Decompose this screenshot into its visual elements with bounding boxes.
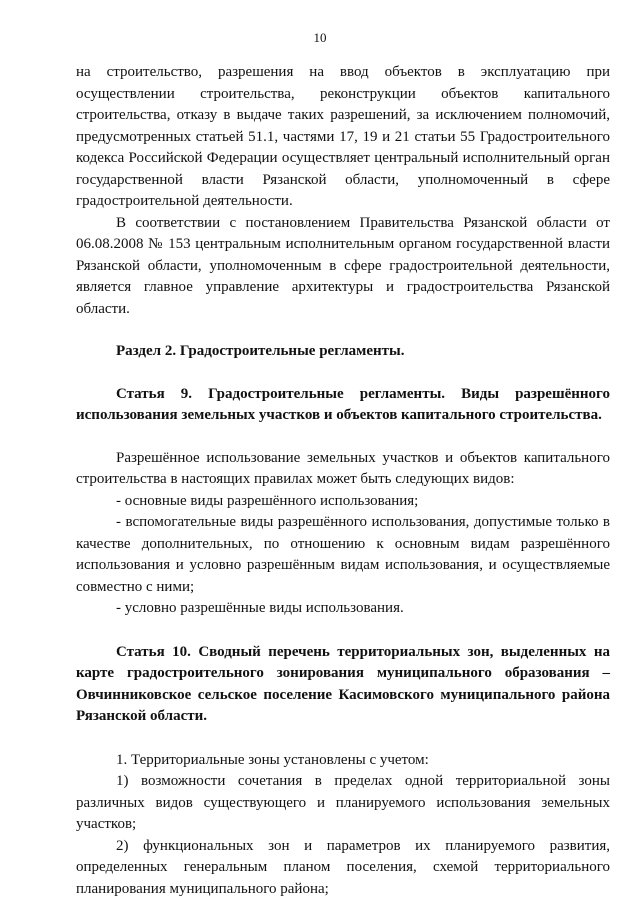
paragraph-zones-established: 1. Территориальные зоны установлены с учетом: <box>116 751 429 768</box>
spacer <box>76 320 610 341</box>
paragraph-zone-combination: 1) возможности сочетания в пределах одной территориальной зоны различных видов существующего и планируемого использования земельных участков; <box>76 773 610 832</box>
spacer <box>76 363 610 384</box>
list-item-conditional-uses: - условно разрешённые виды использования. <box>116 600 404 616</box>
spacer <box>76 728 610 750</box>
document-body <box>76 62 610 900</box>
article-10-heading: Статья 10. Сводный перечень территориальных зон, выделенных на карте градостроительного зонирования муниципального образования – Овчинниковское сельское поселение Касимовского муниципального района Рязанской области. <box>76 643 610 724</box>
page-number: 10 <box>313 30 327 45</box>
article-9-heading: Статья 9. Градостроительные регламенты. Виды разрешённого использования земельных участков и объектов капитального строительства. <box>76 385 610 423</box>
paragraph-authority-powers: на строительство, разрешения на ввод объектов в эксплуатацию при осуществлении строительства, реконструкции объектов капитального строительства, отказу в выдаче таких разрешений, за исключением полномочий, предусмотренных статьей 51.1, частями 17, 19 и 21 статьи 55 Градостроительного кодекса Российской Федерации осуществляет центральный исполнительный орган государственной власти Рязанской области, уполномоченный в сфере градостроительной деятельности. <box>76 64 610 209</box>
list-item-main-uses: - основные виды разрешённого использования; <box>116 492 419 509</box>
spacer <box>76 620 610 642</box>
paragraph-permitted-use-intro: Разрешённое использование земельных участков и объектов капитального строительства в настоящих правилах может быть следующих видов: <box>76 449 610 487</box>
paragraph-resolution-reference: В соответствии с постановлением Правительства Рязанской области от 06.08.2008 № 153 центральным исполнительным органом государственной власти Рязанской области, уполномоченным в сфере градостроительной деятельности, является главное управление архитектуры и градостроительства Рязанской области. <box>76 214 610 317</box>
spacer <box>76 427 610 448</box>
list-item-auxiliary-uses: - вспомогательные виды разрешённого использования, допустимые только в качестве дополнительных, по отношению к основным видам разрешённого использования и условно разрешённым видам использования, и осуществляемые совместно с ними; <box>76 514 610 595</box>
section-2-heading: Раздел 2. Градостроительные регламенты. <box>116 343 405 359</box>
paragraph-functional-zones: 2) функциональных зон и параметров их планируемого развития, определенных генеральным планом поселения, схемой территориального планирования муниципального района; <box>76 837 610 897</box>
